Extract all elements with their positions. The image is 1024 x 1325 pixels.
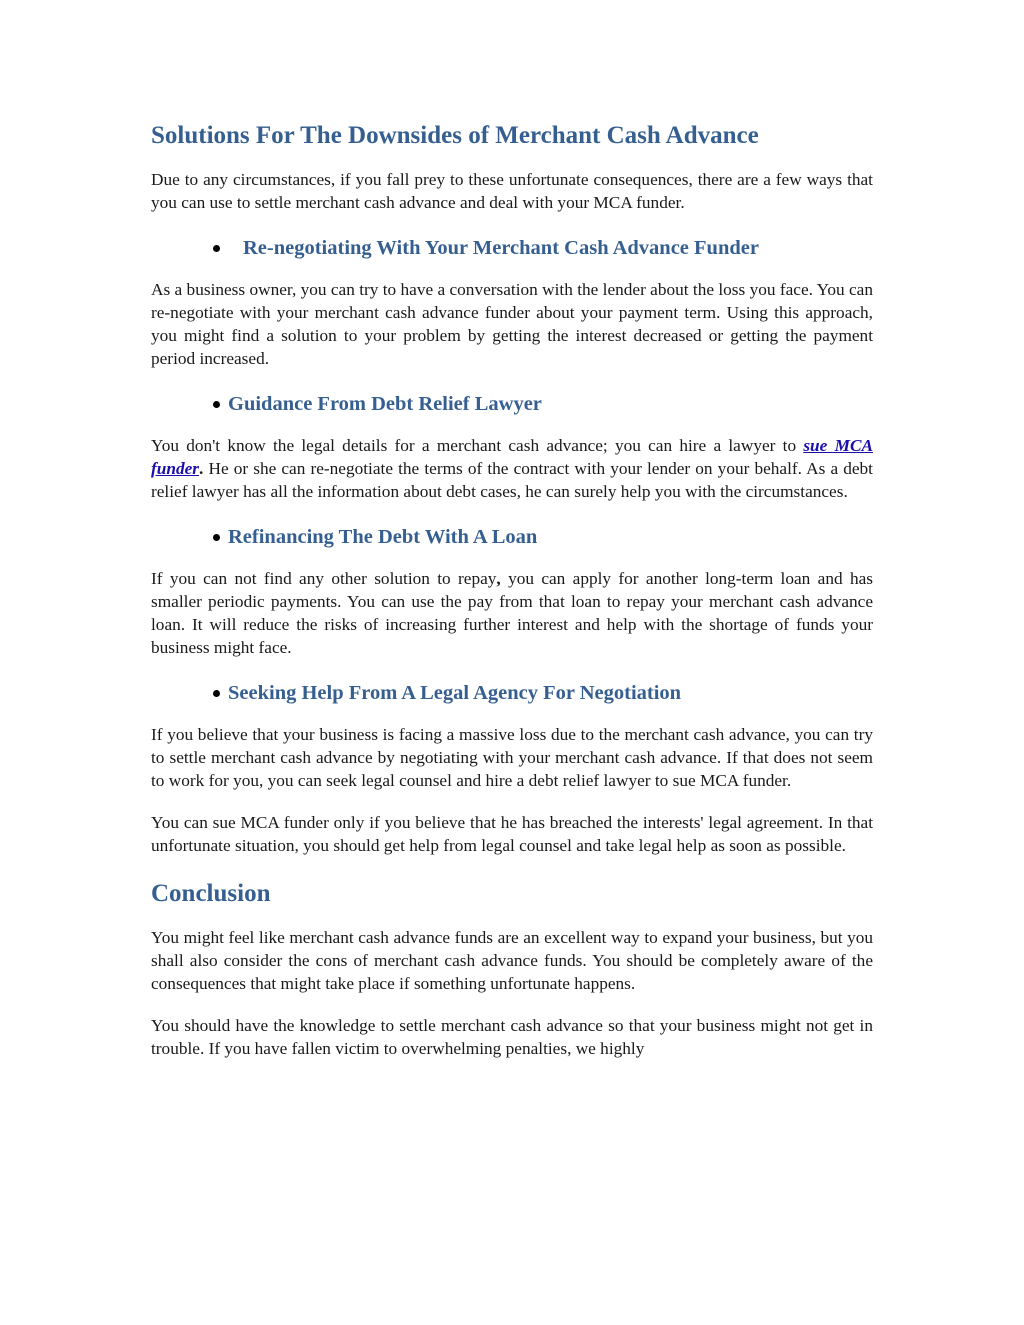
section-paragraph-renegotiating: As a business owner, you can try to have a conversation with the lender about the loss you face. You can re-negotiate with your merchant cash advance funder about your payment term. Using this approach, you might find a solution to your problem by getting the interest decreased or getting the payment period increased. — [151, 280, 873, 368]
bullet-icon — [213, 401, 220, 408]
bullet-icon — [213, 534, 220, 541]
section-heading-text: Seeking Help From A Legal Agency For Negotiation — [228, 682, 682, 704]
paragraph-text: you can apply for another long-term loan and has smaller periodic payments. You can use the pay from that loan to repay your merchant cash advance loan. It will reduce the risks of increasing further interest and help with the shortage of funds your business might face. — [151, 569, 873, 657]
paragraph-period: . — [199, 459, 204, 478]
page-title: Solutions For The Downsides of Merchant Cash Advance — [151, 122, 759, 149]
section-heading-legal-agency — [151, 678, 873, 708]
paragraph-text: If you can not find any other solution to repay — [151, 569, 497, 588]
section-paragraph-guidance — [151, 434, 873, 503]
bullet-icon — [213, 245, 220, 252]
section-heading-text: Refinancing The Debt With A Loan — [228, 526, 538, 548]
sue-mca-funder-link[interactable]: sue MCA funder — [151, 436, 873, 478]
section-heading-text: Guidance From Debt Relief Lawyer — [228, 393, 542, 415]
section-paragraph-legal-agency-2: You can sue MCA funder only if you believe that he has breached the interests' legal agreement. In that unfortunate situation, you should get help from legal counsel and take legal help as soon as possible. — [151, 813, 873, 855]
section-heading-renegotiating — [151, 233, 873, 263]
paragraph-text: You don't know the legal details for a merchant cash advance; you can hire a lawyer to — [151, 436, 804, 455]
section-heading-guidance — [151, 389, 873, 419]
section-paragraph-legal-agency: If you believe that your business is facing a massive loss due to the merchant cash advance, you can try to settle merchant cash advance by negotiating with your merchant cash advance. If that does not seem to work for you, you can seek legal counsel and hire a debt relief lawyer to sue MCA funder. — [151, 725, 873, 790]
intro-paragraph: Due to any circumstances, if you fall prey to these unfortunate consequences, there are a few ways that you can use to settle merchant cash advance and deal with your MCA funder. — [151, 170, 873, 212]
section-heading-refinancing — [151, 522, 873, 552]
conclusion-heading: Conclusion — [151, 880, 271, 907]
section-paragraph-refinancing — [151, 567, 873, 659]
document-page — [151, 118, 873, 1079]
conclusion-paragraph-2: You should have the knowledge to settle merchant cash advance so that your business might not get in trouble. If you have fallen victim to overwhelming penalties, we highly — [151, 1016, 873, 1058]
section-heading-text: Re-negotiating With Your Merchant Cash Advance Funder — [243, 237, 759, 259]
paragraph-comma: , — [496, 569, 501, 588]
bullet-icon — [213, 690, 220, 697]
conclusion-paragraph: You might feel like merchant cash advance funds are an excellent way to expand your business, but you shall also consider the cons of merchant cash advance funds. You should be completely aware of the consequences that might take place if something unfortunate happens. — [151, 928, 873, 993]
paragraph-text: He or she can re-negotiate the terms of the contract with your lender on your behalf. As a debt relief lawyer has all the information about debt cases, he can surely help you with the circumstances. — [151, 459, 873, 501]
